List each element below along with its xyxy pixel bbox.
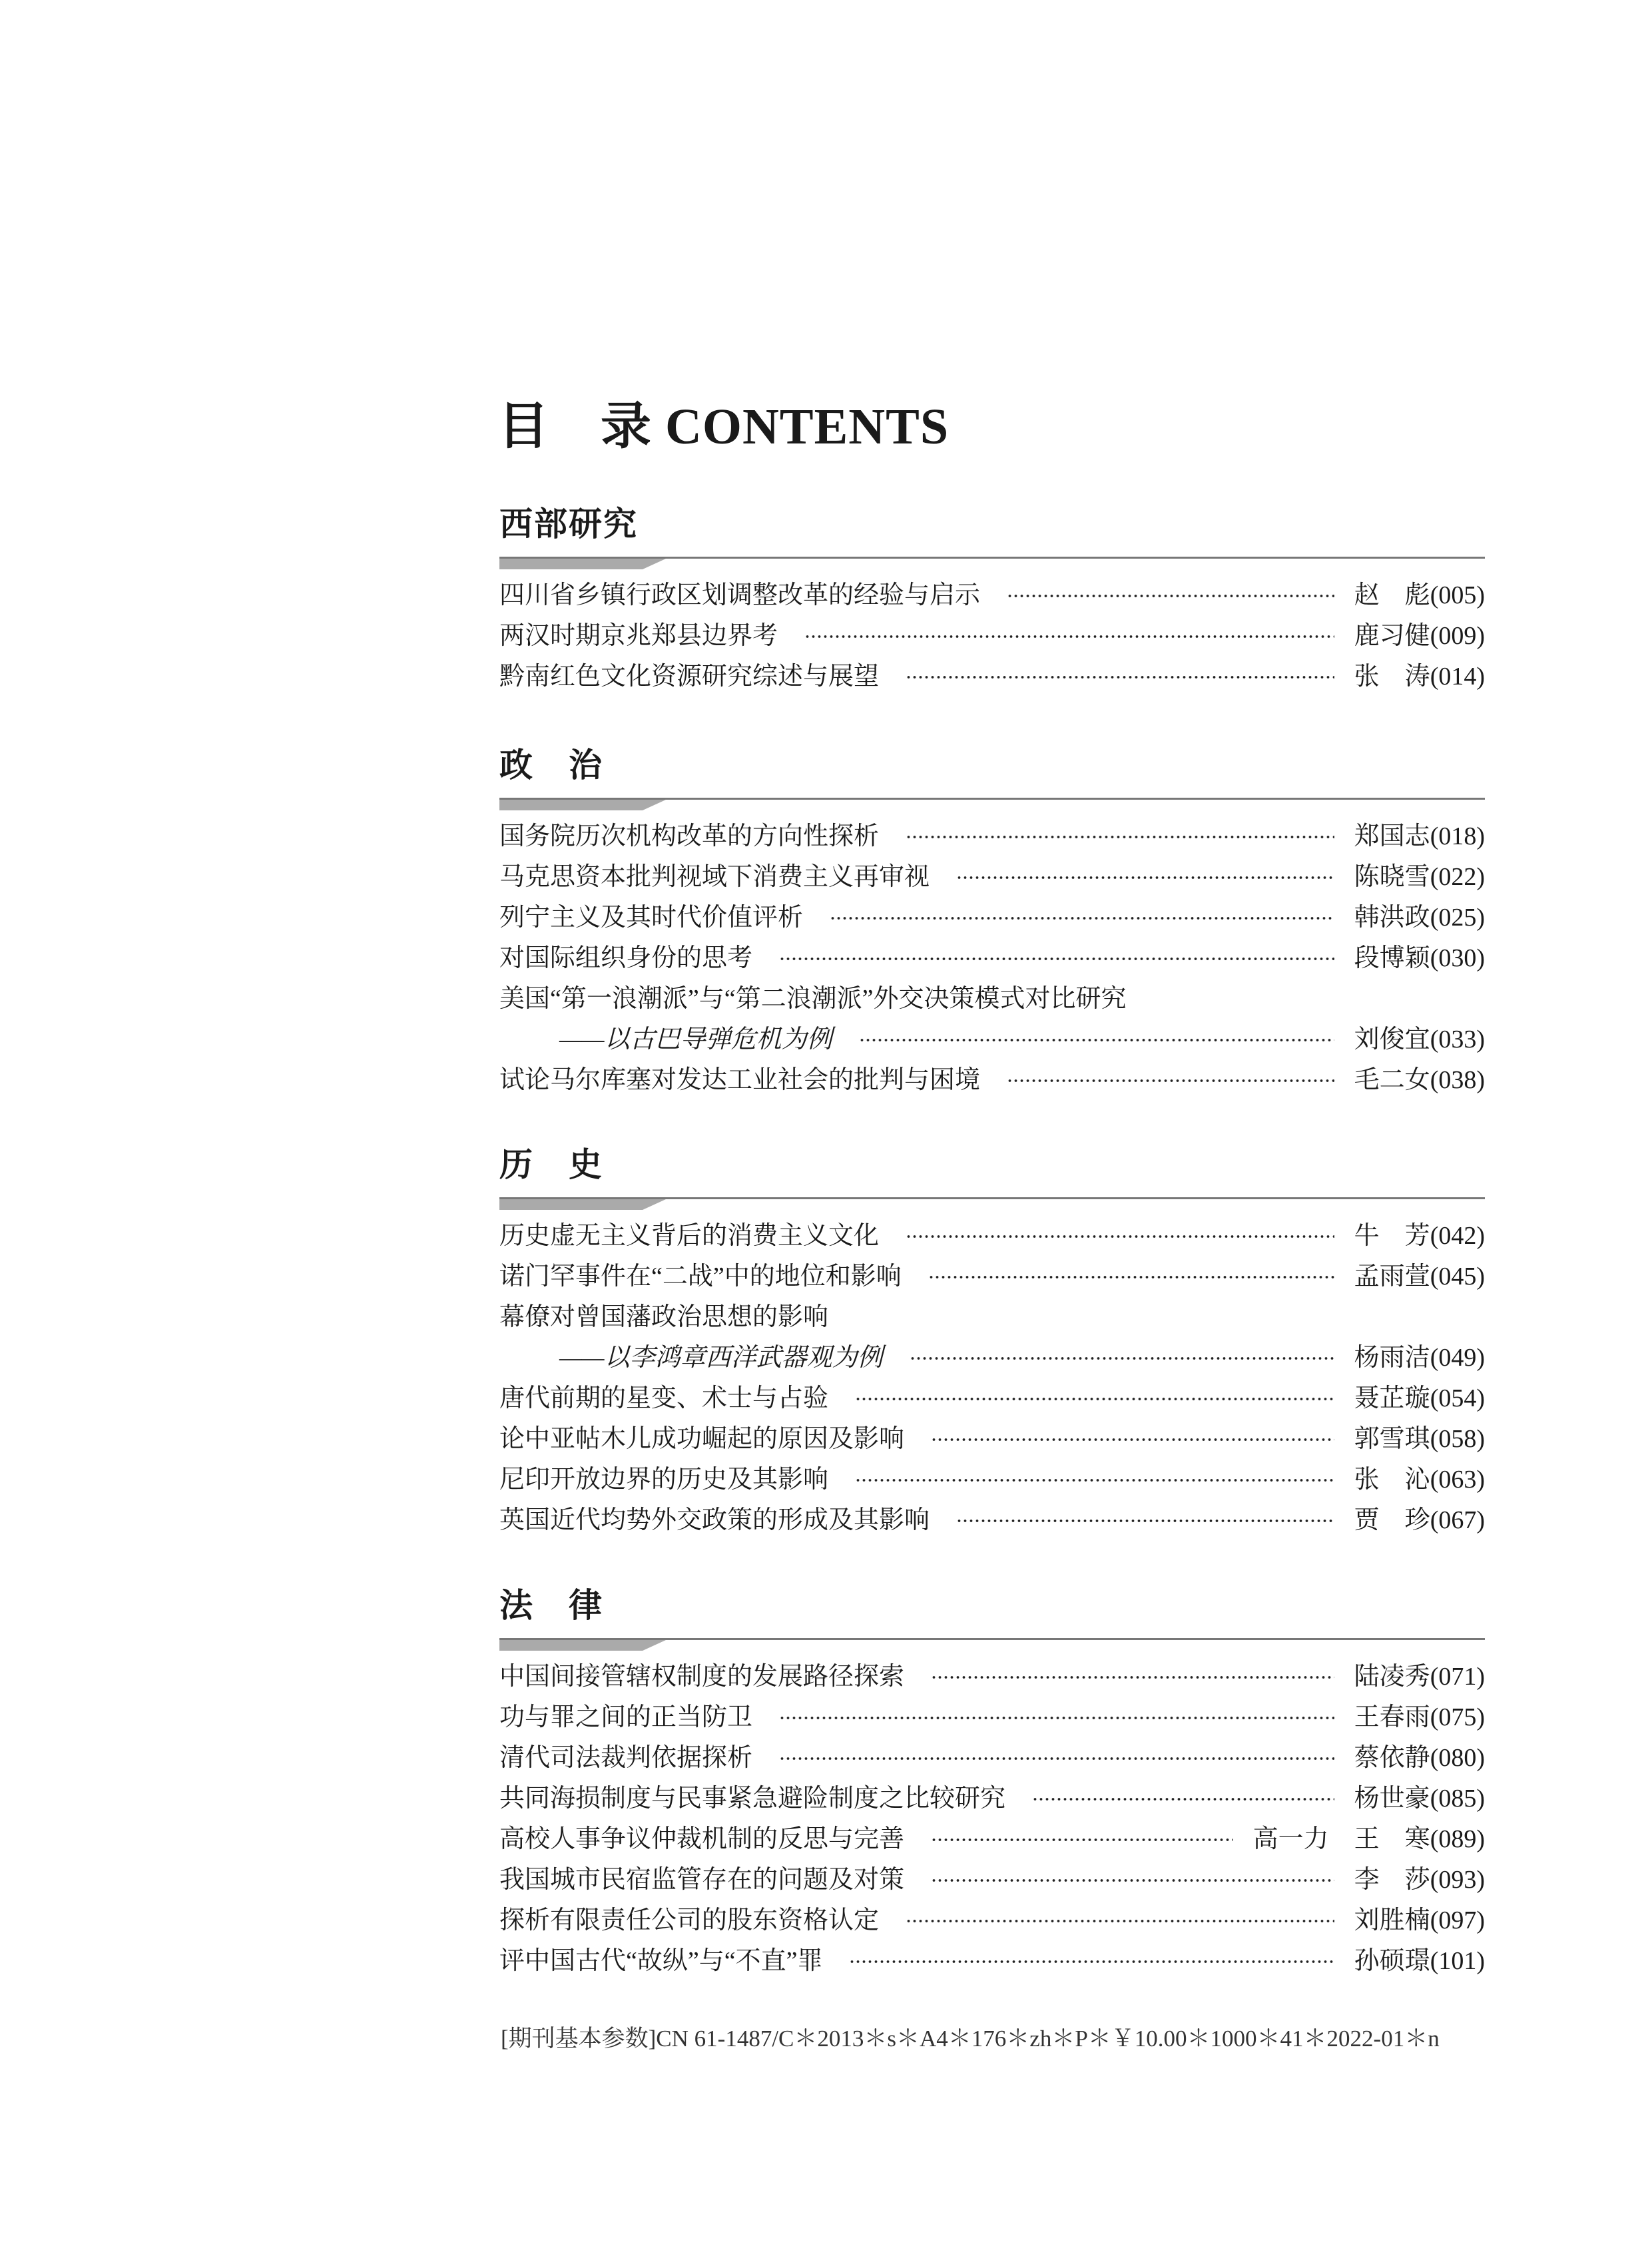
dot-leader [779, 956, 1334, 962]
entry-page[interactable]: (045) [1430, 1262, 1485, 1290]
dot-leader [779, 1756, 1334, 1761]
dot-leader [906, 1918, 1334, 1924]
dot-leader [906, 834, 1334, 840]
entry-title[interactable]: 两汉时期京兆郑县边界考 [499, 622, 778, 650]
entry-title[interactable]: 国务院历次机构改革的方向性探析 [499, 822, 880, 850]
entry-page[interactable]: (097) [1430, 1906, 1485, 1934]
toc-entry[interactable] [499, 616, 1485, 657]
entry-author: 贾 珍 [1354, 1506, 1430, 1534]
dot-leader [928, 1274, 1334, 1280]
entry-title[interactable]: 诺门罕事件在“二战”中的地位和影响 [499, 1262, 902, 1290]
toc-entry[interactable] [499, 1860, 1485, 1900]
entry-page[interactable]: (054) [1430, 1384, 1485, 1412]
entry-author: 刘胜楠 [1354, 1906, 1430, 1934]
entry-page[interactable]: (005) [1430, 581, 1485, 609]
entry-page[interactable]: (022) [1430, 863, 1485, 891]
entry-author: 孟雨萱 [1354, 1262, 1430, 1290]
entry-author: 郑国志 [1354, 822, 1430, 850]
dot-leader [1007, 1078, 1334, 1083]
entry-author: 毛二女 [1354, 1066, 1430, 1094]
section-heading: 法 律 [499, 1587, 603, 1624]
entry-author: 郭雪琪 [1354, 1425, 1430, 1453]
entry-page[interactable]: (080) [1430, 1744, 1485, 1772]
dot-leader [956, 875, 1334, 880]
dot-leader [1007, 593, 1334, 599]
entry-author: 聂芷璇 [1354, 1384, 1430, 1412]
toc-entry[interactable] [499, 1500, 1485, 1541]
section-heading: 西部研究 [499, 505, 638, 543]
entry-page[interactable]: (009) [1430, 622, 1485, 650]
entry-author: 孙硕璟 [1354, 1947, 1430, 1975]
toc-entry[interactable] [499, 857, 1485, 898]
entry-page[interactable]: (025) [1430, 904, 1485, 932]
toc-entry[interactable] [499, 938, 1485, 979]
entry-title[interactable]: 论中亚帖木儿成功崛起的原因及影响 [499, 1425, 905, 1453]
toc-entry[interactable] [499, 898, 1485, 938]
toc-entry[interactable] [499, 1419, 1485, 1460]
entry-page[interactable]: (063) [1430, 1466, 1485, 1494]
entry-author: 张 沁 [1354, 1466, 1430, 1494]
section-divider-tab [499, 559, 666, 569]
entry-author: 段博颖 [1354, 944, 1430, 972]
dot-leader [906, 1234, 1334, 1239]
entry-page[interactable]: (071) [1430, 1663, 1485, 1691]
entry-title[interactable]: 中国间接管辖权制度的发展路径探索 [499, 1663, 905, 1691]
entry-title[interactable]: 四川省乡镇行政区划调整改革的经验与启示 [499, 581, 981, 609]
entry-page[interactable]: (049) [1430, 1344, 1485, 1372]
entry-title[interactable]: 黔南红色文化资源研究综述与展望 [499, 663, 880, 691]
dot-leader [855, 1478, 1334, 1483]
toc-entry[interactable] [499, 657, 1485, 697]
entry-title[interactable]: 对国际组织身份的思考 [499, 944, 753, 972]
section-divider [499, 557, 1485, 559]
entry-page[interactable]: (033) [1430, 1025, 1485, 1053]
toc-list [499, 816, 1485, 1101]
section-heading: 政 治 [499, 746, 603, 784]
toc-entry[interactable] [499, 1941, 1485, 1982]
section-western-studies [499, 504, 1485, 691]
section-law [499, 1585, 1485, 1975]
entry-subtitle[interactable]: ——以李鸿章西洋武器观为例 [559, 1344, 883, 1372]
toc-entry[interactable] [499, 1697, 1485, 1738]
entry-title[interactable]: 英国近代均势外交政策的形成及其影响 [499, 1506, 930, 1534]
entry-title[interactable]: 尼印开放边界的历史及其影响 [499, 1466, 829, 1494]
dot-leader [931, 1837, 1233, 1842]
dot-leader [830, 916, 1334, 921]
dot-leader [931, 1437, 1334, 1442]
entry-title[interactable]: 幕僚对曾国藩政治思想的影响 [499, 1303, 829, 1331]
toc-entry[interactable] [499, 1378, 1485, 1419]
entry-title[interactable]: 美国“第一浪潮派”与“第二浪潮派”外交决策模式对比研究 [499, 985, 1127, 1013]
toc-entry[interactable] [499, 1460, 1485, 1500]
entry-page[interactable]: (075) [1430, 1703, 1485, 1731]
entry-page[interactable]: (038) [1430, 1066, 1485, 1094]
entry-title[interactable]: 功与罪之间的正当防卫 [499, 1703, 753, 1731]
toc-entry-title-line[interactable] [499, 979, 1485, 1019]
section-politics [499, 745, 1485, 1094]
toc-entry[interactable] [499, 1657, 1485, 1697]
entry-title[interactable]: 清代司法裁判依据探析 [499, 1744, 753, 1772]
entry-title[interactable]: 我国城市民宿监管存在的问题及对策 [499, 1866, 905, 1894]
entry-page[interactable]: (014) [1430, 663, 1485, 691]
toc-entry[interactable] [499, 1216, 1485, 1257]
dot-leader [804, 634, 1334, 639]
toc-entry[interactable] [499, 1779, 1485, 1819]
toc-entry[interactable] [499, 1819, 1485, 1860]
dot-leader [931, 1675, 1334, 1680]
dot-leader [956, 1518, 1334, 1524]
entry-title[interactable]: 高校人事争议仲裁机制的反思与完善 [499, 1825, 905, 1853]
section-divider [499, 1638, 1485, 1640]
toc-list [499, 575, 1485, 697]
toc-entry[interactable] [499, 1019, 1485, 1060]
entry-author: 赵 彪 [1354, 581, 1430, 609]
entry-subtitle[interactable]: ——以古巴导弹危机为例 [559, 1025, 832, 1053]
toc-entry[interactable] [499, 1257, 1485, 1297]
entry-page[interactable]: (067) [1430, 1506, 1485, 1534]
entry-title[interactable]: 马克思资本批判视域下消费主义再审视 [499, 863, 930, 891]
toc-entry[interactable] [499, 575, 1485, 616]
toc-list [499, 1216, 1485, 1541]
toc-entry[interactable] [499, 1738, 1485, 1779]
entry-title[interactable]: 列宁主义及其时代价值评析 [499, 904, 804, 932]
section-divider-tab [499, 800, 666, 810]
entry-title[interactable]: 试论马尔库塞对发达工业社会的批判与困境 [499, 1066, 981, 1094]
entry-author: 陈晓雪 [1354, 863, 1430, 891]
dot-leader [906, 675, 1334, 680]
entry-author: 李 莎 [1354, 1866, 1430, 1894]
entry-title[interactable]: 探析有限责任公司的股东资格认定 [499, 1906, 880, 1934]
toc-entry-title-line[interactable] [499, 1297, 1485, 1338]
entry-author: 张 涛 [1354, 663, 1430, 691]
entry-author: 牛 芳 [1354, 1222, 1430, 1250]
entry-author: 刘俊宜 [1354, 1025, 1430, 1053]
entry-page[interactable]: (101) [1430, 1947, 1485, 1975]
entry-page[interactable]: (030) [1430, 944, 1485, 972]
dot-leader [859, 1037, 1334, 1043]
entry-title[interactable]: 评中国古代“故纵”与“不直”罪 [499, 1947, 823, 1975]
entry-page[interactable]: (058) [1430, 1425, 1485, 1453]
entry-title[interactable]: 共同海损制度与民事紧急避险制度之比较研究 [499, 1785, 1006, 1813]
entry-author: 杨雨洁 [1354, 1344, 1430, 1372]
dot-leader [849, 1959, 1334, 1964]
dot-leader [779, 1715, 1334, 1721]
entry-author: 蔡依静 [1354, 1744, 1430, 1772]
entry-author: 韩洪政 [1354, 904, 1430, 932]
section-divider [499, 1197, 1485, 1199]
entry-author: 高一力 王 寒 [1252, 1825, 1430, 1853]
entry-page[interactable]: (042) [1430, 1222, 1485, 1250]
entry-page[interactable]: (089) [1430, 1825, 1485, 1853]
entry-page[interactable]: (018) [1430, 822, 1485, 850]
entry-author: 王春雨 [1354, 1703, 1430, 1731]
entry-title[interactable]: 唐代前期的星变、术士与占验 [499, 1384, 829, 1412]
toc-entry[interactable] [499, 816, 1485, 857]
section-history [499, 1145, 1485, 1534]
section-divider-tab [499, 1640, 666, 1651]
entry-page[interactable]: (093) [1430, 1866, 1485, 1894]
toc-entry[interactable] [499, 1900, 1485, 1941]
section-divider-tab [499, 1199, 666, 1210]
toc-entry[interactable] [499, 1060, 1485, 1101]
entry-author: 陆凌秀 [1354, 1663, 1430, 1691]
entry-author: 鹿习健 [1354, 622, 1430, 650]
section-heading: 历 史 [499, 1146, 603, 1183]
section-divider [499, 798, 1485, 800]
entry-page[interactable]: (085) [1430, 1785, 1485, 1813]
dot-leader [855, 1396, 1334, 1402]
dot-leader [1032, 1797, 1334, 1802]
journal-parameters: [期刊基本参数]CN 61-1487/C＊2013＊s＊A4＊176＊zh＊P＊￥10.00＊1000＊41＊2022-01＊n [501, 2026, 1440, 2052]
page-title: 目 录 CONTENTS [498, 399, 950, 455]
dot-leader [910, 1356, 1334, 1361]
toc-list [499, 1657, 1485, 1982]
dot-leader [931, 1878, 1334, 1883]
entry-title[interactable]: 历史虚无主义背后的消费主义文化 [499, 1222, 880, 1250]
toc-entry[interactable] [499, 1338, 1485, 1378]
entry-author: 杨世豪 [1354, 1785, 1430, 1813]
